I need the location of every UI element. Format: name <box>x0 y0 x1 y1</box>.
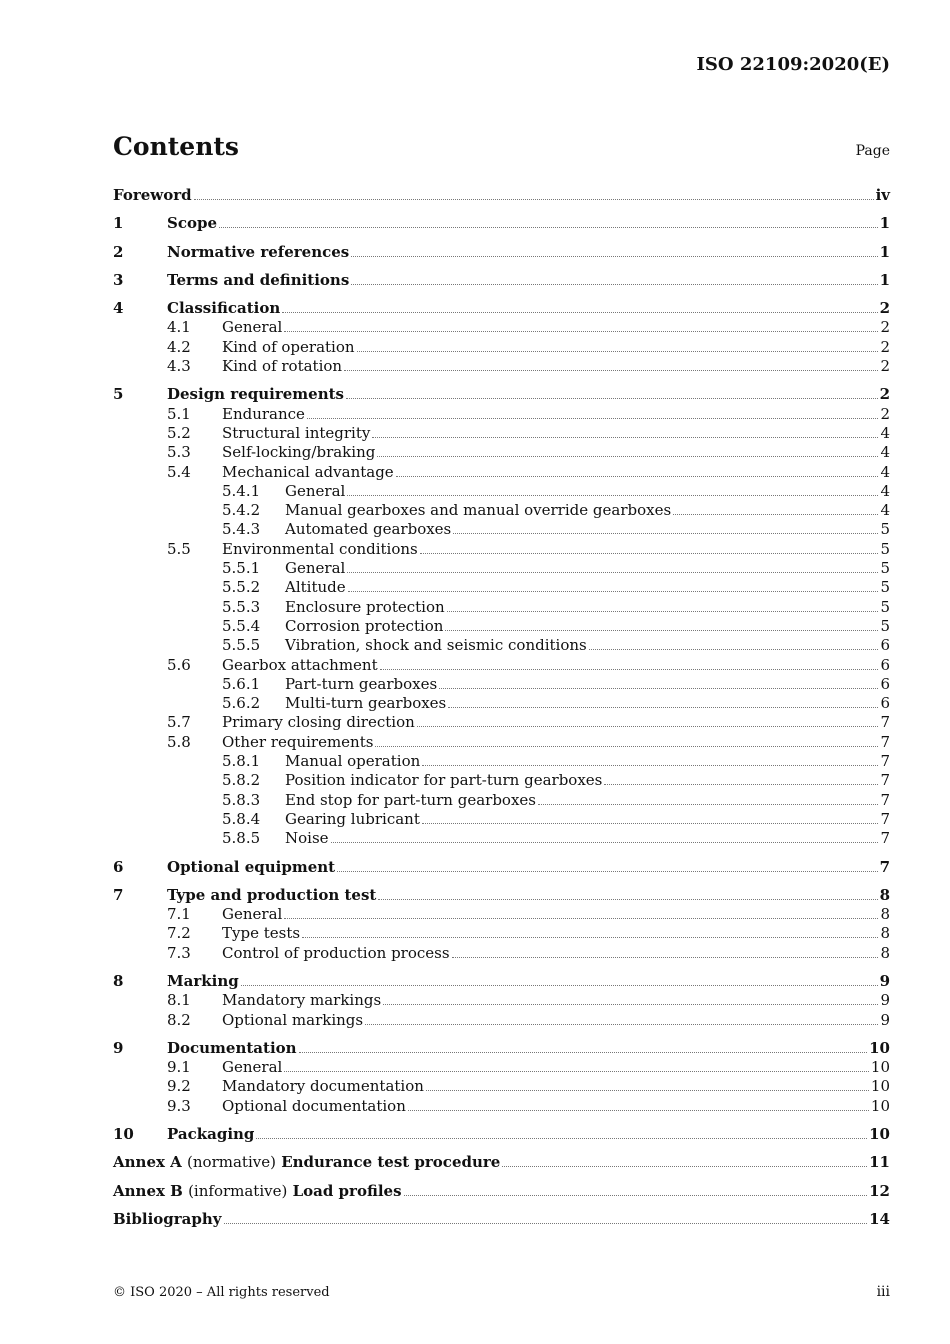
toc-entry[interactable] <box>113 771 890 790</box>
toc-entry-page: 5 <box>880 578 890 597</box>
toc-entry[interactable] <box>113 598 890 617</box>
toc-entry-title: Vibration, shock and seismic conditions <box>285 636 587 655</box>
leader-dots <box>673 501 878 515</box>
toc-entry[interactable] <box>113 924 890 943</box>
toc-entry-number: 5.8.3 <box>222 790 261 809</box>
leader-dots <box>299 1039 868 1053</box>
toc-entry-page: 7 <box>880 732 890 751</box>
toc-entry-number: 5.8.1 <box>222 752 261 771</box>
leader-dots <box>284 905 878 919</box>
toc-entry[interactable] <box>113 752 890 771</box>
toc-entry-title: Noise <box>285 829 329 848</box>
toc-entry-title: Manual operation <box>285 752 421 771</box>
toc-entry-page: 1 <box>879 270 890 289</box>
toc-entry[interactable] <box>113 972 890 991</box>
toc-entry-page: 14 <box>869 1209 890 1228</box>
toc-entry-number: 5.8 <box>167 732 191 751</box>
toc-entry[interactable] <box>113 636 890 655</box>
toc-entry[interactable] <box>113 357 890 376</box>
toc-entry[interactable] <box>113 675 890 694</box>
toc-entry-page: 7 <box>880 771 890 790</box>
toc-entry-number: 5.8.4 <box>222 809 261 828</box>
page-column-label: Page <box>855 143 890 159</box>
toc-entry[interactable] <box>113 1097 890 1116</box>
toc-entry[interactable] <box>113 1210 890 1229</box>
toc-entry[interactable] <box>113 694 890 713</box>
toc-entry-title: Type and production test <box>167 885 377 904</box>
toc-entry-page: 7 <box>880 713 890 732</box>
leader-dots <box>422 810 879 824</box>
toc-entry-number: 6 <box>113 857 124 876</box>
toc-entry[interactable] <box>113 656 890 675</box>
toc-entry-number: 7 <box>113 885 124 904</box>
leader-dots <box>372 424 878 438</box>
toc-entry-page: 6 <box>880 674 890 693</box>
annex-type: (normative) <box>187 1153 276 1172</box>
toc-entry-page: 8 <box>880 924 890 943</box>
leader-dots <box>396 463 879 477</box>
toc-entry-page: 6 <box>880 694 890 713</box>
leader-dots <box>604 771 878 785</box>
toc-entry-number: 2 <box>113 242 124 261</box>
leader-dots <box>448 694 878 708</box>
leader-dots <box>426 1077 869 1091</box>
toc-entry-number: 5.8.2 <box>222 771 261 790</box>
toc-entry-page: 4 <box>880 481 890 500</box>
toc-entry-title: Foreword <box>113 186 192 204</box>
toc-entry[interactable] <box>113 271 890 290</box>
leader-dots <box>194 186 874 200</box>
toc-entry-title: Packaging <box>167 1125 255 1144</box>
toc-entry-title: Endurance <box>222 404 305 423</box>
leader-dots <box>378 886 877 900</box>
toc-entry-title: Environmental conditions <box>222 539 418 558</box>
leader-dots <box>452 944 879 958</box>
toc-entry-number: 5.3 <box>167 443 191 462</box>
toc-entry-number: 9.1 <box>167 1058 191 1077</box>
toc-entry[interactable] <box>113 1077 890 1096</box>
leader-dots <box>375 733 878 747</box>
toc-entry-page: 10 <box>869 1125 890 1144</box>
leader-dots <box>302 924 878 938</box>
leader-dots <box>347 559 878 573</box>
toc-entry[interactable] <box>113 810 890 829</box>
toc-entry-number: 5.6 <box>167 655 191 674</box>
toc-entry[interactable] <box>113 214 890 233</box>
toc-entry-title: Control of production process <box>222 943 450 962</box>
toc-entry-page: 1 <box>879 214 890 233</box>
toc-entry-title: Marking <box>167 971 239 990</box>
toc-entry-number: 9.3 <box>167 1096 191 1115</box>
toc-entry-title: Position indicator for part-turn gearboxes <box>285 771 603 790</box>
toc-entry-number: 5.4.3 <box>222 520 261 539</box>
toc-entry-page: 6 <box>880 636 890 655</box>
toc-entry-title: Kind of rotation <box>222 357 343 376</box>
leader-dots <box>589 636 879 650</box>
toc-entry-page: 2 <box>880 318 890 337</box>
leader-dots <box>337 858 877 872</box>
toc-entry-page: 5 <box>880 520 890 539</box>
toc-entry-title: Enclosure protection <box>285 597 445 616</box>
toc-entry-number: 8 <box>113 971 124 990</box>
toc-entry-page: 10 <box>869 1038 890 1057</box>
leader-dots <box>348 578 879 592</box>
leader-dots <box>365 1011 878 1025</box>
toc-entry-title: Self-locking/braking <box>222 443 376 462</box>
toc-entry-title: Scope <box>167 214 218 233</box>
toc-entry-title: Other requirements <box>222 732 374 751</box>
toc-entry-number: 7.3 <box>167 943 191 962</box>
toc-entry-title: Part-turn gearboxes <box>285 674 438 693</box>
leader-dots <box>408 1097 869 1111</box>
toc-entry-title: Normative references <box>167 242 350 261</box>
toc-entry-page: iv <box>875 186 890 204</box>
toc-entry-page: 1 <box>879 242 890 261</box>
toc-entry-page: 5 <box>880 597 890 616</box>
toc-entry-title: Altitude <box>285 578 346 597</box>
toc-entry-title: Classification <box>167 299 281 318</box>
leader-dots <box>284 1058 869 1072</box>
annex-label: Annex A <box>113 1153 182 1172</box>
toc-entry-number: 7.1 <box>167 905 191 924</box>
toc-entry-title: Mandatory documentation <box>222 1077 424 1096</box>
toc-entry-page: 5 <box>880 559 890 578</box>
leader-dots <box>447 598 879 612</box>
toc-entry[interactable] <box>113 463 890 482</box>
toc-entry-number: 8.2 <box>167 1010 191 1029</box>
toc-entry-page: 7 <box>880 809 890 828</box>
leader-dots <box>347 482 878 496</box>
toc-entry[interactable] <box>113 1182 890 1201</box>
toc-entry[interactable] <box>113 1153 890 1172</box>
toc-entry[interactable] <box>113 338 890 357</box>
toc-entry-title: Manual gearboxes and manual override gearboxes <box>285 501 672 520</box>
toc-entry-number: 1 <box>113 214 124 233</box>
leader-dots <box>351 271 877 285</box>
toc-entry[interactable] <box>113 1125 890 1144</box>
toc-entry-number: 4.3 <box>167 357 191 376</box>
toc-entry-title: General <box>285 481 346 500</box>
toc-entry-number: 9.2 <box>167 1077 191 1096</box>
toc-entry[interactable] <box>113 617 890 636</box>
toc-entry[interactable] <box>113 733 890 752</box>
toc-entry-title: Structural integrity <box>222 423 371 442</box>
toc-entry-page: 8 <box>880 905 890 924</box>
toc-entry-number: 5.5.4 <box>222 616 261 635</box>
toc-entry-page: 12 <box>869 1181 890 1200</box>
annex-title: Endurance test procedure <box>281 1153 501 1172</box>
toc-entry-page: 2 <box>880 337 890 356</box>
leader-dots <box>307 405 879 419</box>
toc-entry-page: 9 <box>879 971 890 990</box>
toc-entry[interactable] <box>113 299 890 318</box>
toc-entry-page: 2 <box>879 385 890 404</box>
leader-dots <box>383 991 878 1005</box>
toc-entry-number: 3 <box>113 270 124 289</box>
toc-entry-number: 5.8.5 <box>222 829 261 848</box>
leader-dots <box>224 1210 868 1224</box>
leader-dots <box>445 617 878 631</box>
toc-entry-title <box>113 1182 402 1201</box>
toc-entry-title: Gearbox attachment <box>222 655 378 674</box>
toc-entry[interactable] <box>113 713 890 732</box>
toc-entry[interactable] <box>113 520 890 539</box>
leader-dots <box>538 791 878 805</box>
toc-entry-number: 5.5.3 <box>222 597 261 616</box>
leader-dots <box>380 656 879 670</box>
toc-entry-title: Documentation <box>167 1038 297 1057</box>
leader-dots <box>346 385 878 399</box>
toc-entry-number: 4 <box>113 299 124 318</box>
toc-entry-page: 7 <box>879 857 890 876</box>
toc-entry-title: Design requirements <box>167 385 344 404</box>
toc-entry-number: 5.5.1 <box>222 559 261 578</box>
toc-entry-title: Optional markings <box>222 1010 364 1029</box>
annex-title: Load profiles <box>292 1181 402 1200</box>
toc-entry-page: 2 <box>880 357 890 376</box>
toc-entry[interactable] <box>113 385 890 404</box>
toc-entry-number: 5.5.5 <box>222 636 261 655</box>
toc-entry-number: 5.5.2 <box>222 578 261 597</box>
toc-entry-number: 7.2 <box>167 924 191 943</box>
toc-entry-number: 5.6.1 <box>222 674 261 693</box>
toc-entry[interactable] <box>113 559 890 578</box>
toc-entry-page: 5 <box>880 616 890 635</box>
leader-dots <box>404 1182 868 1196</box>
toc-entry-number: 10 <box>113 1125 134 1144</box>
toc-entry-number: 5.4.2 <box>222 501 261 520</box>
copyright-notice: © ISO 2020 – All rights reserved <box>113 1285 330 1300</box>
toc-entry[interactable] <box>113 991 890 1010</box>
toc-entry-title: End stop for part-turn gearboxes <box>285 790 536 809</box>
leader-dots <box>219 214 878 228</box>
toc-entry-page: 10 <box>870 1096 890 1115</box>
toc-entry[interactable] <box>113 886 890 905</box>
toc-entry-page: 7 <box>880 790 890 809</box>
toc-entry-number: 8.1 <box>167 991 191 1010</box>
toc-entry-number: 5.4 <box>167 462 191 481</box>
toc-entry-page: 7 <box>880 829 890 848</box>
toc-entry-number: 5.7 <box>167 713 191 732</box>
toc-entry-number: 5.1 <box>167 404 191 423</box>
document-id: ISO 22109:2020(E) <box>696 54 890 75</box>
toc-entry-page: 10 <box>870 1058 890 1077</box>
leader-dots <box>351 243 877 257</box>
toc-entry-number: 5.4.1 <box>222 481 261 500</box>
toc-entry[interactable] <box>113 1058 890 1077</box>
leader-dots <box>256 1125 867 1139</box>
toc-entry-title: Automated gearboxes <box>285 520 452 539</box>
toc-entry-title: Optional equipment <box>167 857 336 876</box>
leader-dots <box>241 972 878 986</box>
toc-entry[interactable] <box>113 540 890 559</box>
toc-entry-title: Multi-turn gearboxes <box>285 694 447 713</box>
toc-entry-number: 4.1 <box>167 318 191 337</box>
toc-entry-number: 4.2 <box>167 337 191 356</box>
toc-entry[interactable] <box>113 243 890 262</box>
leader-dots <box>420 540 879 554</box>
toc-entry-page: 4 <box>880 423 890 442</box>
leader-dots <box>439 675 878 689</box>
toc-entry[interactable] <box>113 443 890 462</box>
toc-entry-page: 2 <box>879 299 890 318</box>
toc-entry[interactable] <box>113 1011 890 1030</box>
toc-entry-page: 11 <box>869 1153 890 1172</box>
toc-entry-title: Corrosion protection <box>285 616 444 635</box>
toc-entry-title: Mechanical advantage <box>222 462 394 481</box>
toc-entry-number: 9 <box>113 1038 124 1057</box>
leader-dots <box>284 318 878 332</box>
toc-entry[interactable] <box>113 905 890 924</box>
leader-dots <box>282 299 877 313</box>
toc-entry-title: General <box>222 318 283 337</box>
toc-entry[interactable] <box>113 791 890 810</box>
annex-type: (informative) <box>188 1181 288 1200</box>
toc-entry-title: Gearing lubricant <box>285 809 420 828</box>
toc-entry[interactable] <box>113 578 890 597</box>
toc-entry-title: General <box>222 905 283 924</box>
toc-entry-page: 5 <box>880 539 890 558</box>
toc-entry[interactable] <box>113 424 890 443</box>
toc-entry-page: 8 <box>879 885 890 904</box>
toc-entry[interactable] <box>113 829 890 848</box>
leader-dots <box>502 1153 867 1167</box>
toc-entry-title: Optional documentation <box>222 1096 406 1115</box>
toc-entry-page: 10 <box>870 1077 890 1096</box>
toc-entry[interactable] <box>113 482 890 501</box>
toc-entry-title: General <box>222 1058 283 1077</box>
toc-entry-title <box>113 1153 500 1172</box>
toc-entry-number: 5 <box>113 385 124 404</box>
toc-entry-title: Terms and definitions <box>167 270 350 289</box>
leader-dots <box>377 443 878 457</box>
leader-dots <box>422 752 878 766</box>
toc-entry[interactable] <box>113 186 890 205</box>
toc-entry-page: 2 <box>880 404 890 423</box>
toc-entry-page: 4 <box>880 443 890 462</box>
toc-entry-number: 5.5 <box>167 539 191 558</box>
leader-dots <box>357 338 879 352</box>
toc-entry-title: Kind of operation <box>222 337 355 356</box>
toc-entry-title: Bibliography <box>113 1209 222 1228</box>
toc-entry-title: Type tests <box>222 924 301 943</box>
toc-entry[interactable] <box>113 858 890 877</box>
toc-entry-page: 6 <box>880 655 890 674</box>
leader-dots <box>331 829 879 843</box>
toc-entry-page: 4 <box>880 462 890 481</box>
toc-entry-page: 9 <box>880 1010 890 1029</box>
page-title: Contents <box>113 132 240 161</box>
annex-label: Annex B <box>113 1181 183 1200</box>
toc-entry-title: Primary closing direction <box>222 713 415 732</box>
toc-entry-page: 8 <box>880 943 890 962</box>
page-number: iii <box>876 1284 890 1300</box>
leader-dots <box>344 357 878 371</box>
toc-entry[interactable] <box>113 405 890 424</box>
table-of-contents <box>113 186 890 1229</box>
toc-entry-title: General <box>285 559 346 578</box>
toc-entry-page: 9 <box>880 991 890 1010</box>
leader-dots <box>453 520 878 534</box>
leader-dots <box>417 713 879 727</box>
toc-entry-page: 4 <box>880 501 890 520</box>
toc-entry[interactable] <box>113 501 890 520</box>
toc-entry[interactable] <box>113 1039 890 1058</box>
toc-entry[interactable] <box>113 944 890 963</box>
toc-entry[interactable] <box>113 318 890 337</box>
toc-entry-title: Mandatory markings <box>222 991 382 1010</box>
toc-entry-page: 7 <box>880 752 890 771</box>
toc-entry-number: 5.6.2 <box>222 694 261 713</box>
toc-entry-number: 5.2 <box>167 423 191 442</box>
